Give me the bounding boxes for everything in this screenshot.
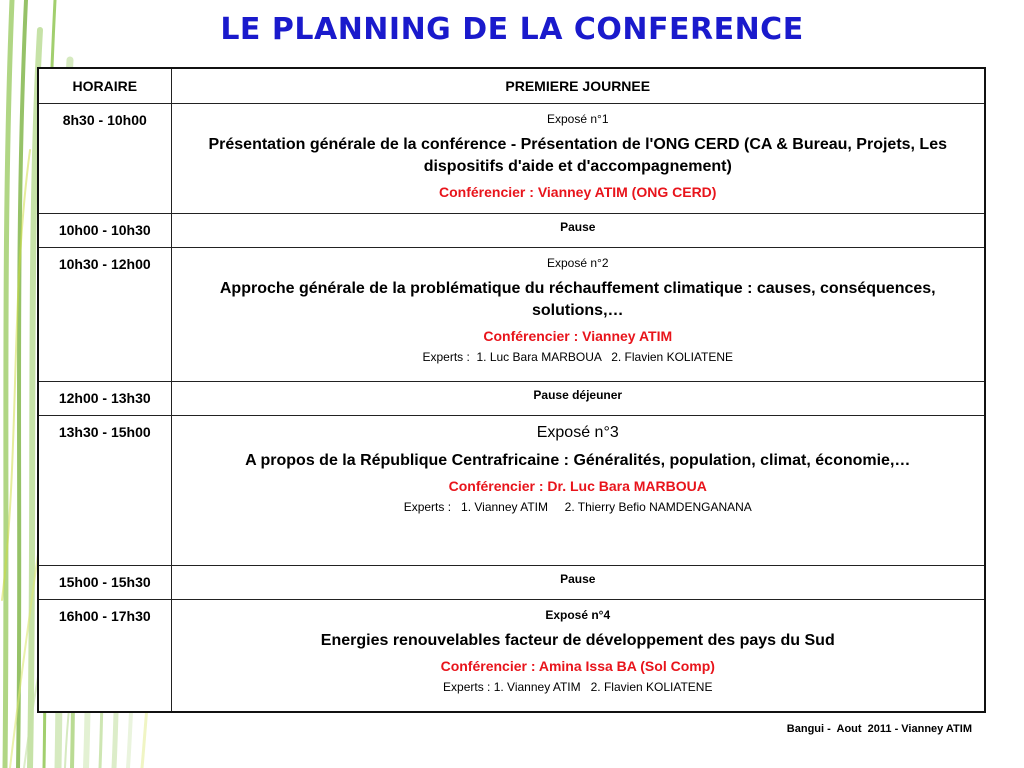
- session-topic: Approche générale de la problématique du réchauffement climatique : causes, conséquences, solutions,…: [219, 280, 936, 319]
- table-row: [38, 566, 985, 600]
- session-topic: Présentation générale de la conférence - Présentation de l'ONG CERD (CA & Bureau, Projets, Les dispositifs d'aide et d'accompagnement): [208, 136, 947, 175]
- session-experts: Experts : 1. Vianney ATIM 2. Flavien KOLIATENE: [443, 680, 713, 694]
- table-row: [38, 416, 985, 566]
- header-premiere-journee: PREMIERE JOURNEE: [171, 68, 985, 104]
- table-row: [38, 104, 985, 214]
- table-header-row: [38, 68, 985, 104]
- table-row: [38, 382, 985, 416]
- session-topic: Energies renouvelables facteur de développement des pays du Sud: [320, 632, 835, 649]
- expose-number: Exposé n°2: [546, 256, 609, 270]
- time-cell: 12h00 - 13h30: [38, 382, 171, 416]
- table-row: [38, 248, 985, 382]
- table-row: [38, 600, 985, 712]
- time-cell: 13h30 - 15h00: [38, 416, 171, 566]
- session-cell: [171, 248, 985, 382]
- time-cell: 16h00 - 17h30: [38, 600, 171, 712]
- session-speaker: Conférencier : Dr. Luc Bara MARBOUA: [448, 478, 707, 494]
- session-speaker: Conférencier : Vianney ATIM (ONG CERD): [439, 184, 717, 200]
- session-speaker: Conférencier : Vianney ATIM: [483, 328, 673, 344]
- expose-number: Exposé n°4: [545, 608, 611, 622]
- footer-credit: Bangui - Aout 2011 - Vianney ATIM: [786, 723, 972, 735]
- pause-label: Pause: [171, 214, 985, 248]
- time-cell: 15h00 - 15h30: [38, 566, 171, 600]
- time-cell: 8h30 - 10h00: [38, 104, 171, 214]
- session-topic: A propos de la République Centrafricaine : Généralités, population, climat, économie,…: [245, 452, 911, 469]
- session-experts: Experts : 1. Luc Bara MARBOUA 2. Flavien KOLIATENE: [422, 350, 734, 364]
- pause-label: Pause déjeuner: [171, 382, 985, 416]
- session-experts: Experts : 1. Vianney ATIM 2. Thierry Befio NAMDENGANANA: [403, 500, 752, 514]
- time-cell: 10h30 - 12h00: [38, 248, 171, 382]
- session-cell: [171, 600, 985, 712]
- session-speaker: Conférencier : Amina Issa BA (Sol Comp): [440, 658, 715, 674]
- expose-number: Exposé n°1: [546, 112, 609, 126]
- header-horaire: HORAIRE: [38, 68, 171, 104]
- pause-label: Pause: [171, 566, 985, 600]
- expose-number: Exposé n°3: [536, 424, 619, 441]
- time-cell: 10h00 - 10h30: [38, 214, 171, 248]
- schedule-table: [37, 67, 986, 713]
- session-cell: [171, 416, 985, 566]
- session-cell: [171, 104, 985, 214]
- table-row: [38, 214, 985, 248]
- page-title: LE PLANNING DE LA CONFERENCE: [220, 12, 804, 47]
